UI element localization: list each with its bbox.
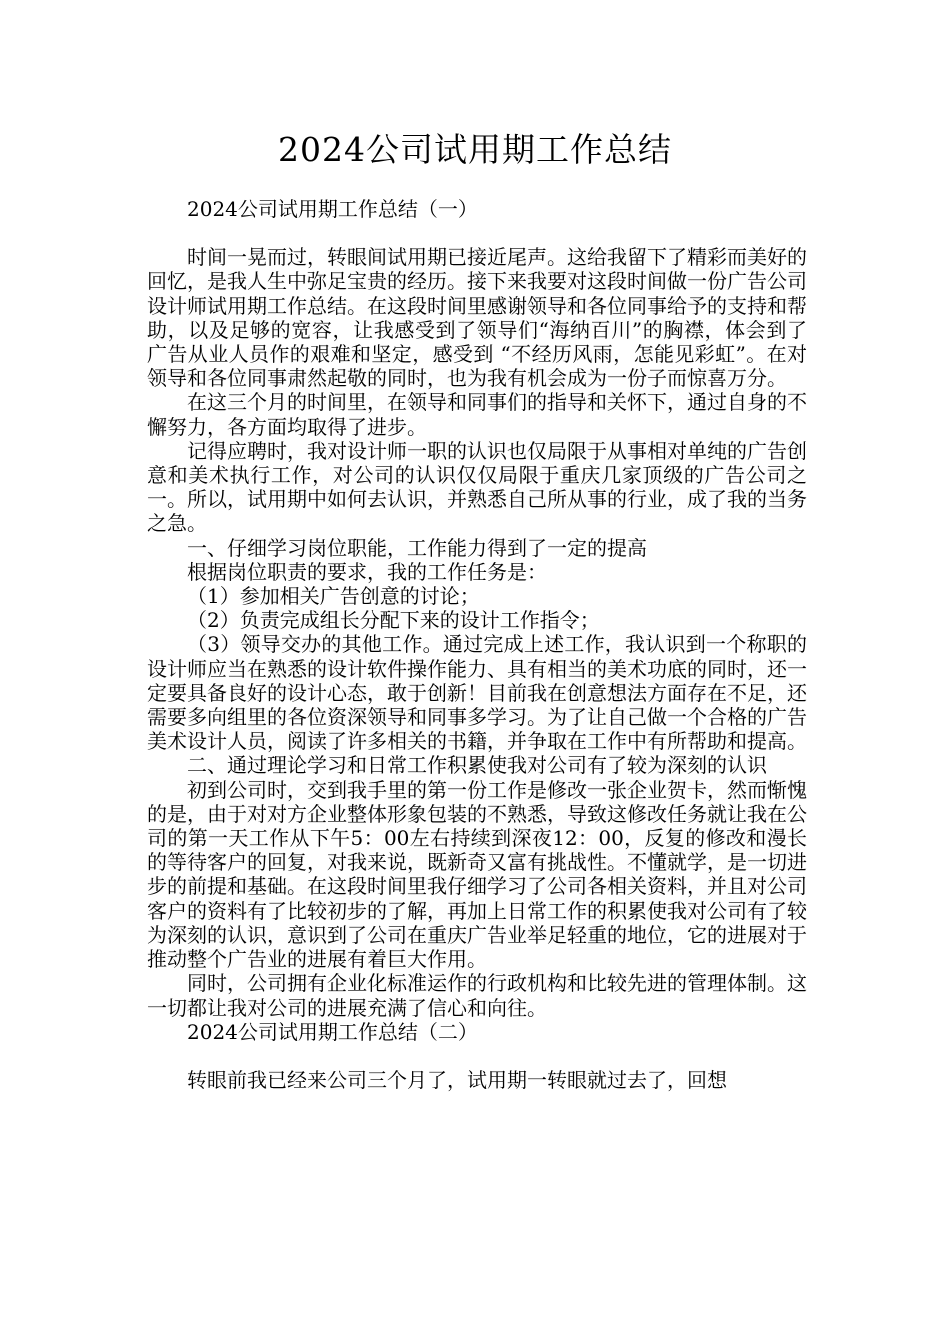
section-heading: 2024公司试用期工作总结（一） xyxy=(187,197,478,221)
paragraph: 时间一晃而过，转眼间试用期已接近尾声。这给我留下了精彩而美好的回忆，是我人生中弥足宝贵的经历。接下来我要对这段时间做一份广告公司设计师试用期工作总结。在这段时间里感谢领导和各位同事给予的支持和帮助，以及足够的宽容，让我感受到了领导们“海纳百川”的胸襟，体会到了广告从业人员作的艰难和坚定，感受到 “不经历风雨，怎能见彩虹”。在对领导和各位同事肃然起敬的同时，也为我有机会成为一份子而惊喜万分。 xyxy=(147,245,807,391)
paragraph: 根据岗位职责的要求，我的工作任务是： xyxy=(187,559,547,584)
paragraph: （2）负责完成组长分配下来的设计工作指令； xyxy=(187,608,600,633)
paragraph: 二、通过理论学习和日常工作积累使我对公司有了较为深刻的认识 xyxy=(187,753,767,778)
paragraph: （3）领导交办的其他工作。通过完成上述工作，我认识到一个称职的设计师应当在熟悉的设计软件操作能力、具有相当的美术功底的同时，还一定要具备良好的设计心态，敢于创新！目前我在创意想法方面存在不足，还需要多向组里的各位资深领导和同事多学习。为了让自己做一个合格的广告美术设计人员，阅读了许多相关的书籍，并争取在工作中有所帮助和提高。 xyxy=(147,632,807,754)
paragraph: 在这三个月的时间里，在领导和同事们的指导和关怀下，通过自身的不懈努力，各方面均取得了进步。 xyxy=(147,390,807,439)
paragraph: 转眼前我已经来公司三个月了，试用期一转眼就过去了，回想 xyxy=(187,1067,727,1092)
paragraph: （1）参加相关广告创意的讨论； xyxy=(187,584,480,609)
paragraph: 初到公司时，交到我手里的第一份工作是修改一张企业贺卡，然而惭愧的是，由于对对方企业整体形象包装的不熟悉，导致这修改任务就让我在公司的第一天工作从下午5：00左右持续到深夜12：00，反复的修改和漫长的等待客户的回复，对我来说，既新奇又富有挑战性。不懂就学，是一切进步的前提和基础。在这段时间里我仔细学习了公司各相关资料，并且对公司客户的资料有了比较初步的了解，再加上日常工作的积累使我对公司有了较为深刻的认识，意识到了公司在重庆广告业举足轻重的地位，它的进展对于推动整个广告业的进展有着巨大作用。 xyxy=(147,777,807,972)
paragraph: 同时，公司拥有企业化标准运作的行政机构和比较先进的管理体制。这一切都让我对公司的进展充满了信心和向往。 xyxy=(147,971,807,1020)
document-title: 2024公司试用期工作总结 xyxy=(278,130,672,169)
paragraph: 记得应聘时，我对设计师一职的认识也仅局限于从事相对单纯的广告创意和美术执行工作，对公司的认识仅仅局限于重庆几家顶级的广告公司之一。所以，试用期中如何去认识，并熟悉自己所从事的行业，成了我的当务之急。 xyxy=(147,438,807,536)
document-body xyxy=(147,197,807,1092)
paragraph: 一、仔细学习岗位职能，工作能力得到了一定的提高 xyxy=(187,535,647,560)
section-heading: 2024公司试用期工作总结（二） xyxy=(187,1019,478,1044)
